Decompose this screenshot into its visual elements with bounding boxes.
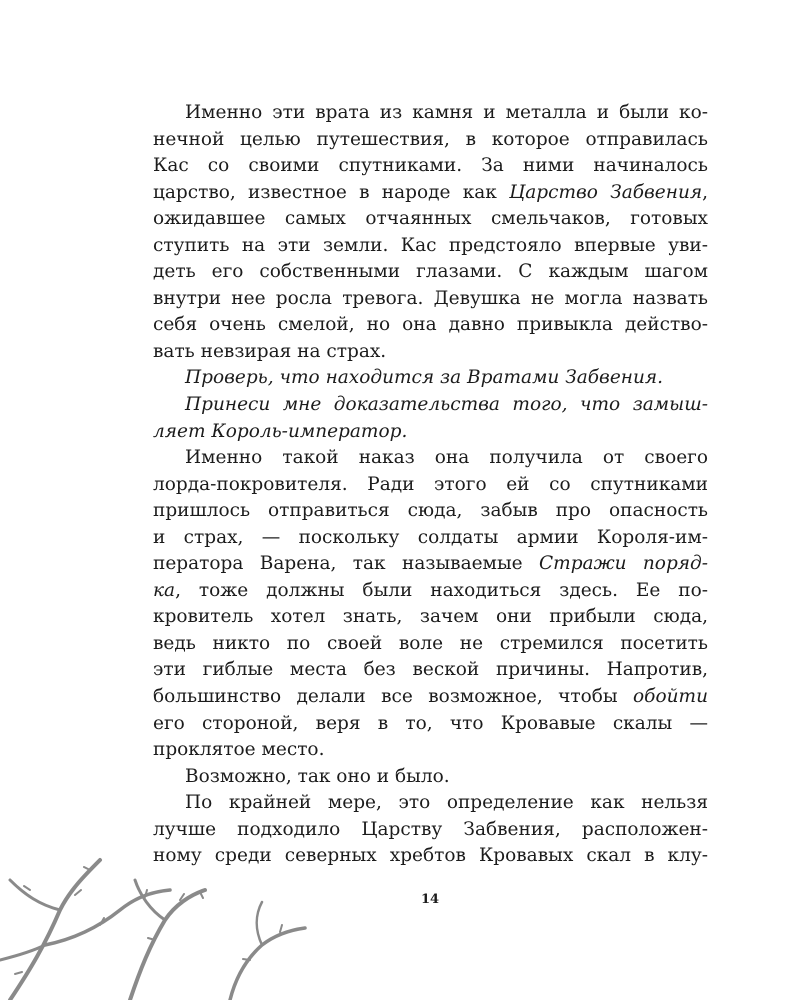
text-line (153, 498, 708, 525)
text-line (153, 339, 708, 366)
text-line (153, 365, 708, 392)
text-line (153, 551, 708, 578)
text-line (153, 286, 708, 313)
text-line (153, 657, 708, 684)
text-line (153, 764, 708, 791)
text-segment: пришлось отправиться сюда, забыв про опасность (153, 500, 708, 522)
text-line (153, 604, 708, 631)
text-segment: ожидавшее самых отчаянных смельчаков, готовых (153, 208, 708, 230)
text-segment: проклятое место. (153, 739, 325, 761)
text-line (153, 578, 708, 605)
text-line (153, 127, 708, 154)
text-segment: большинство делали все возможное, чтобы (153, 686, 634, 708)
text-line (153, 445, 708, 472)
text-segment: лорда-покровителя. Ради этого ей со спутниками (153, 473, 708, 495)
text-line (153, 206, 708, 233)
text-segment: Возможно, так оно и было. (185, 765, 450, 787)
text-line (153, 684, 708, 711)
text-line (153, 233, 708, 260)
text-segment: вать невзирая на страх. (153, 340, 387, 362)
text-segment: царство, известное в народе как (153, 181, 510, 203)
italic-text: ляет Король-император. (153, 420, 408, 442)
text-segment: эти гиблые места без веской причины. Напротив, (153, 659, 708, 681)
text-segment: лучше подходило Царству Забвения, расположен- (153, 818, 708, 840)
text-segment: и страх, — поскольку солдаты армии Короля-им- (153, 526, 708, 548)
text-segment: кровитель хотел знать, зачем они прибыли сюда, (153, 606, 708, 628)
text-line (153, 711, 708, 738)
text-line (153, 312, 708, 339)
italic-text: ка (153, 579, 176, 601)
text-line (153, 419, 708, 446)
body-text (153, 100, 708, 870)
text-segment: деть его собственными глазами. С каждым шагом (153, 261, 708, 283)
text-segment: ператора Варена, так называемые (153, 553, 539, 575)
text-segment: его стороной, веря в то, что Кровавые скалы — (153, 712, 708, 734)
italic-text: Царство Забвения (509, 181, 703, 203)
text-segment: Кас со своими спутниками. За ними начиналось (153, 155, 708, 177)
text-line (153, 392, 708, 419)
text-line (153, 180, 708, 207)
text-line (153, 817, 708, 844)
text-segment: ному среди северных хребтов Кровавых скал в клу- (153, 845, 708, 867)
italic-text: обойти (633, 686, 708, 708)
text-segment: ведь никто по своей воле не стремился посетить (153, 632, 708, 654)
text-line (153, 631, 708, 658)
text-segment: По крайней мере, это определение как нельзя (185, 792, 708, 814)
text-line (153, 472, 708, 499)
text-segment: , тоже должны были находиться здесь. Ее по- (175, 579, 708, 601)
text-line (153, 259, 708, 286)
thorn-branch-illustration (0, 850, 330, 1000)
page-number: 14 (420, 892, 440, 907)
italic-text: Проверь, что находится за Вратами Забвения. (185, 367, 664, 389)
text-line (153, 790, 708, 817)
text-segment: , (702, 181, 708, 203)
italic-text: Стражи поряд- (539, 553, 709, 575)
text-segment: нечной целью путешествия, в которое отправилась (153, 128, 708, 150)
text-segment: себя очень смелой, но она давно привыкла действо- (153, 314, 708, 336)
text-line (153, 737, 708, 764)
text-line (153, 153, 708, 180)
text-segment: Именно эти врата из камня и металла и были ко- (185, 102, 708, 123)
text-segment: внутри нее росла тревога. Девушка не могла назвать (153, 287, 708, 309)
text-segment: ступить на эти земли. Кас предстояло впервые уви- (153, 234, 708, 256)
text-line (153, 525, 708, 552)
text-line (153, 100, 708, 127)
italic-text: Принеси мне доказательства того, что замыш- (185, 394, 708, 416)
text-segment: Именно такой наказ она получила от своего (185, 447, 708, 469)
